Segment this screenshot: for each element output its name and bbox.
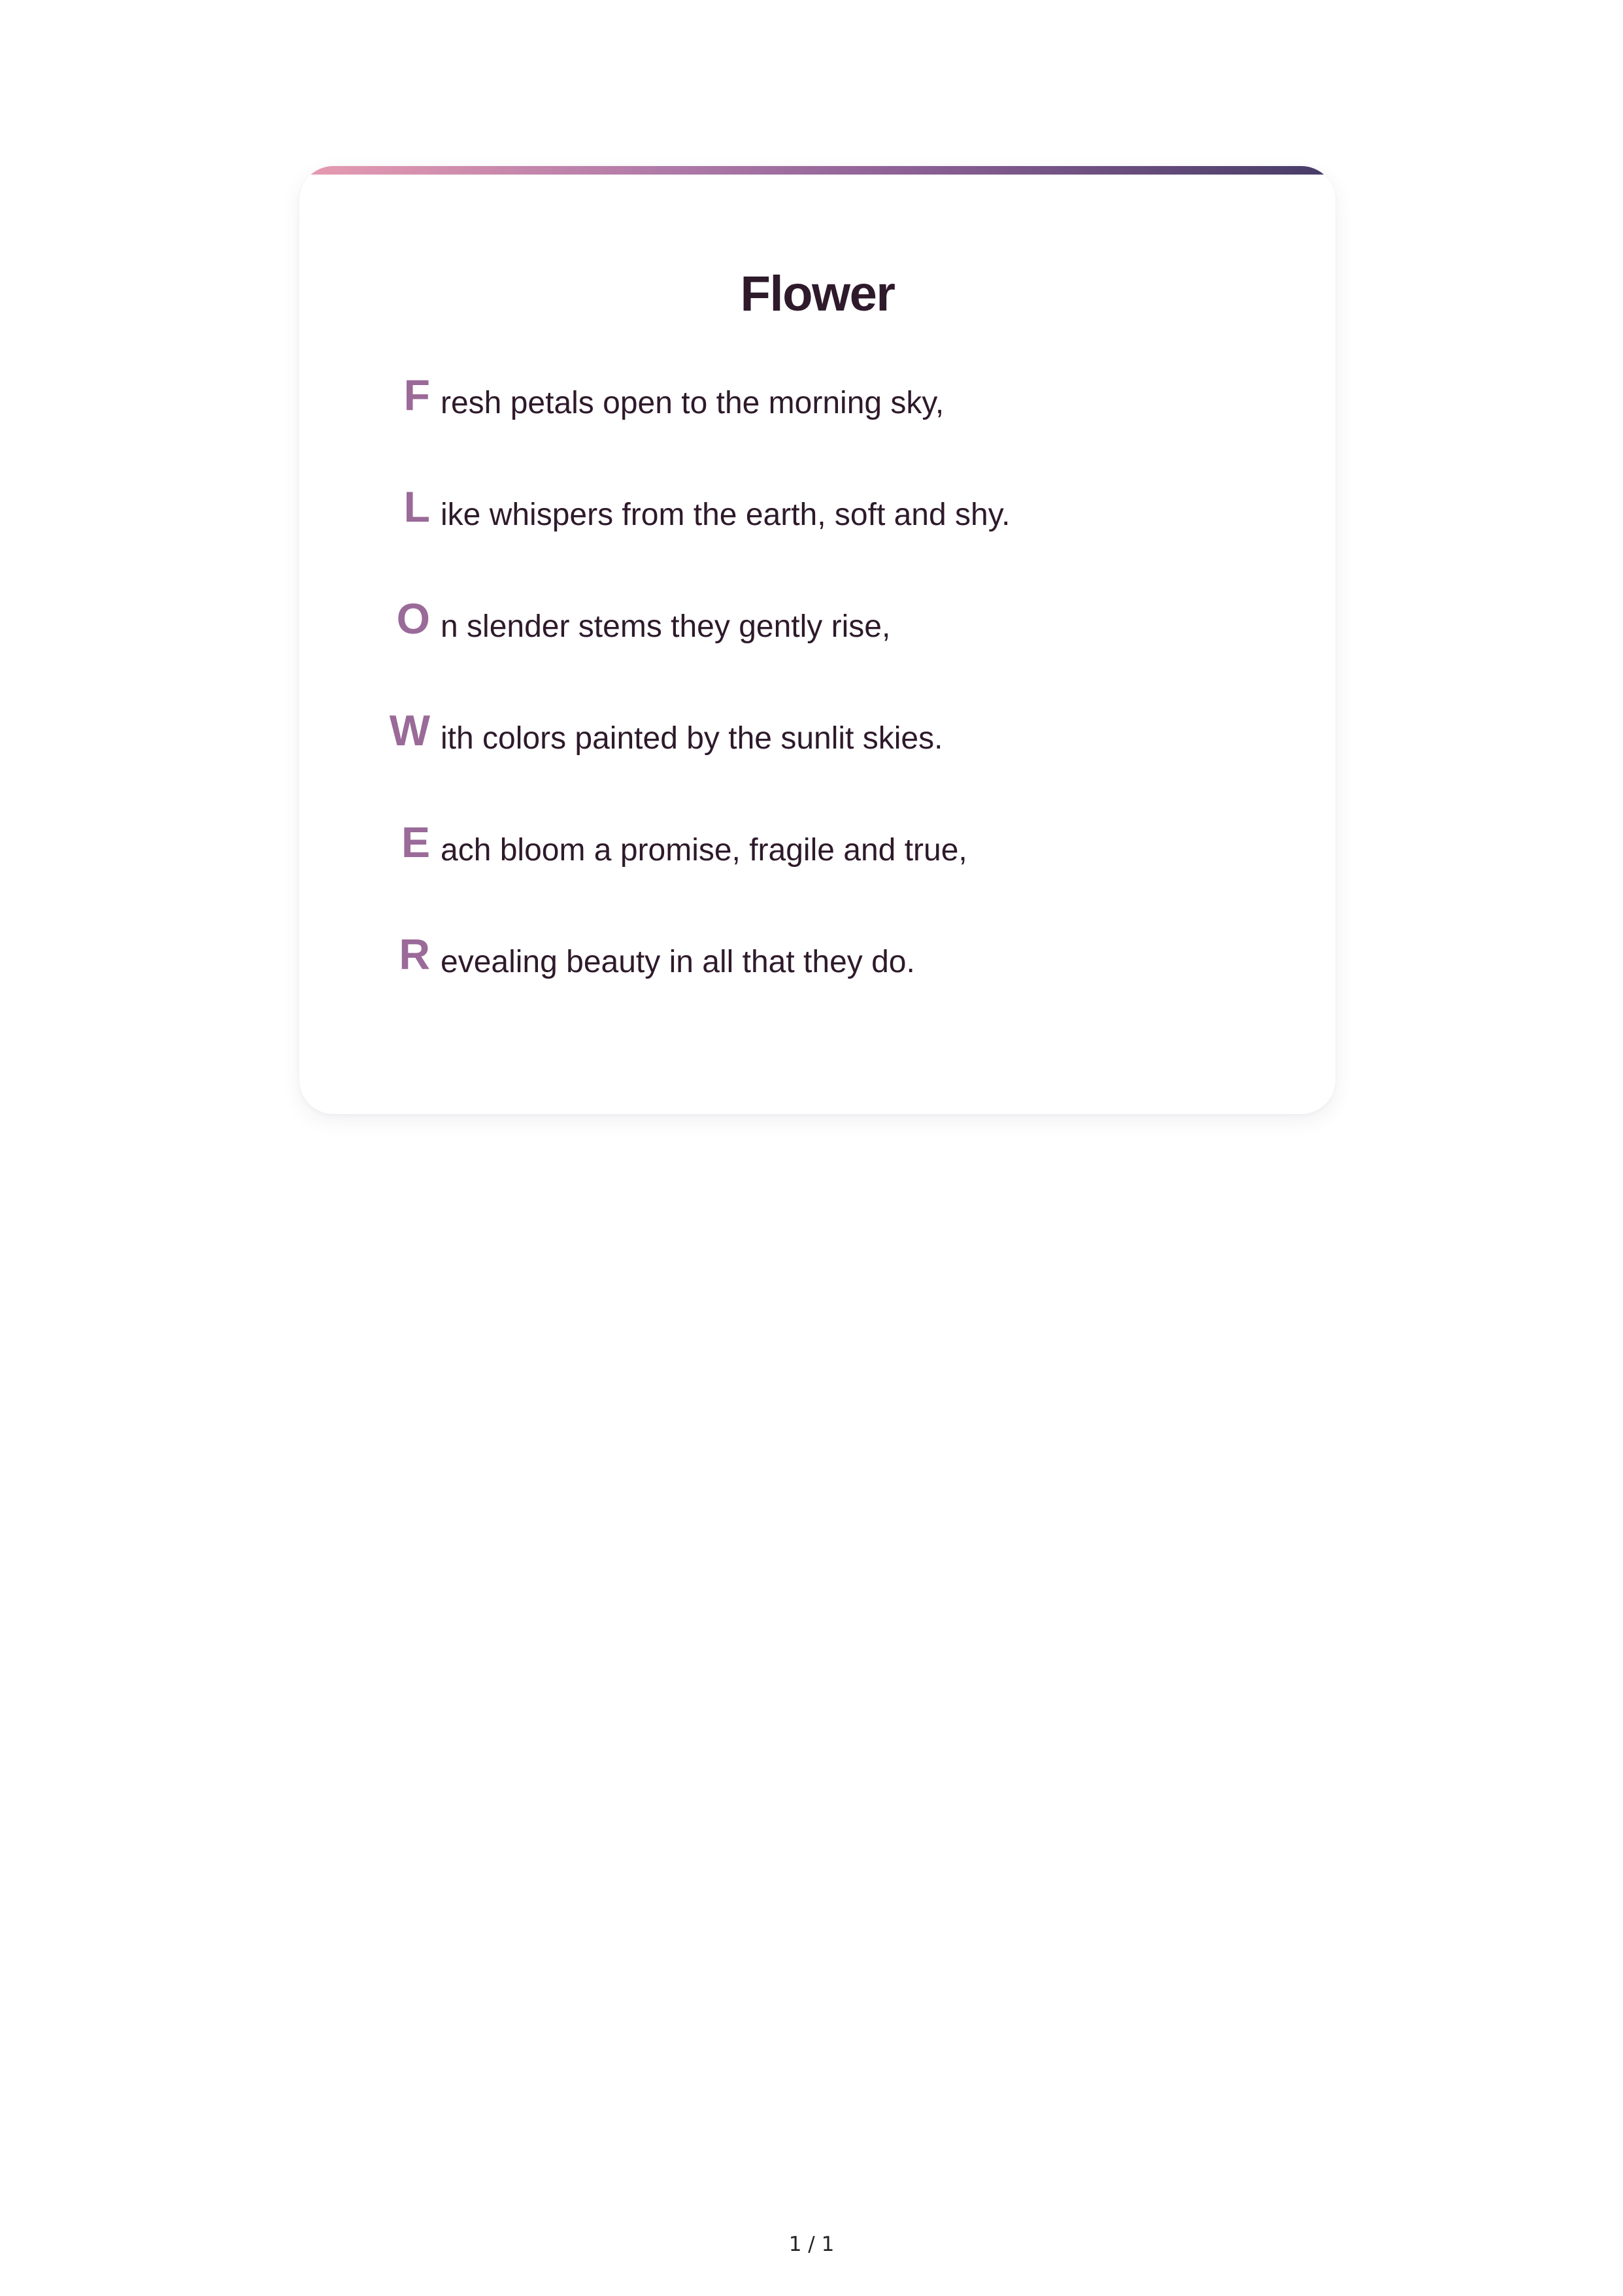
poem-line (299, 704, 1335, 816)
accent-gradient-bar (299, 166, 1335, 175)
line-initial: O (396, 594, 430, 643)
line-initial: L (403, 482, 430, 531)
poem-line (299, 481, 1335, 592)
line-initial: E (401, 818, 430, 866)
line-text: evealing beauty in all that they do. (441, 945, 915, 979)
line-text: ike whispers from the earth, soft and shy. (441, 498, 1011, 532)
poem-line (299, 928, 1335, 1039)
poem-title: Flower (740, 266, 895, 322)
poem-line (299, 592, 1335, 704)
line-text: resh petals open to the morning sky, (441, 386, 945, 420)
line-text: ach bloom a promise, fragile and true, (441, 833, 967, 868)
line-initial: F (403, 371, 430, 419)
acrostic-poem (299, 369, 1335, 1039)
line-text: n slender stems they gently rise, (441, 609, 891, 644)
poem-card (299, 166, 1335, 1114)
line-initial: W (389, 706, 430, 754)
line-text: ith colors painted by the sunlit skies. (441, 721, 943, 756)
page-number: 1 / 1 (788, 2233, 835, 2256)
poem-line (299, 816, 1335, 928)
line-initial: R (399, 930, 430, 978)
poem-line (299, 369, 1335, 481)
